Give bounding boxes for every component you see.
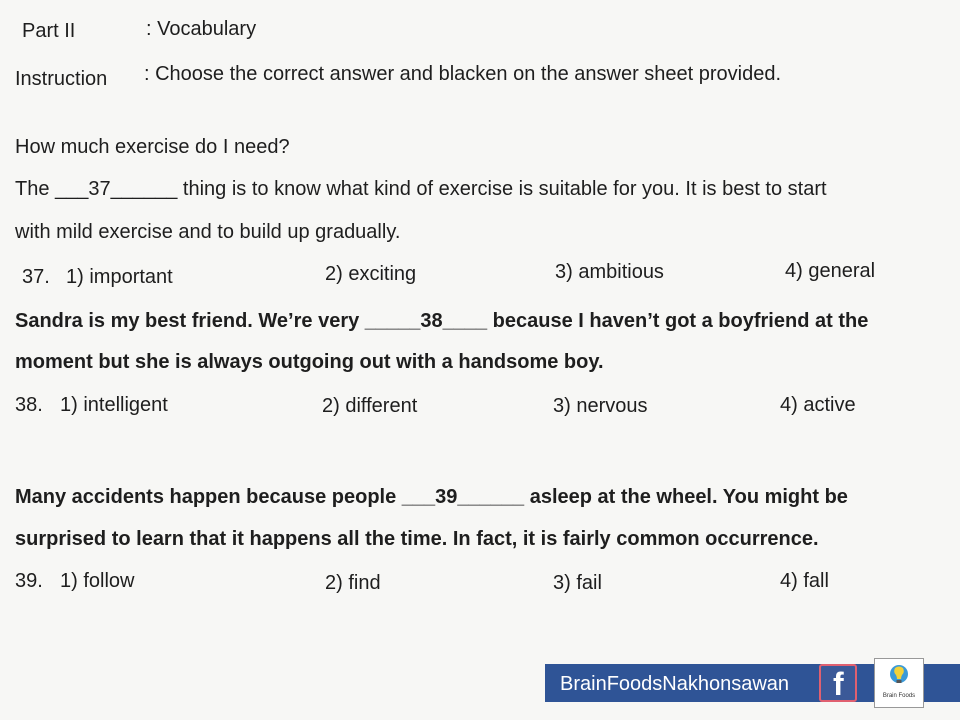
logo-caption: Brain Foods: [882, 693, 916, 699]
part-value: : Vocabulary: [146, 18, 257, 40]
lightbulb-icon: [875, 659, 923, 693]
q38-line-2: moment but she is always outgoing out with a handsome boy.: [15, 351, 604, 373]
q38-number: 38.: [15, 394, 43, 416]
q39-line-2: surprised to learn that it happens all the time. In fact, it is fairly common occurrence.: [15, 528, 819, 550]
q37-option-2: 2) exciting: [325, 263, 417, 285]
q37-option-4: 4) general: [785, 260, 876, 282]
q38-option-2: 2) different: [322, 395, 418, 417]
brain-foods-logo: [874, 658, 924, 708]
q37-option-1: 1) important: [66, 266, 173, 288]
q37-number: 37.: [22, 266, 50, 288]
facebook-glyph: f: [833, 666, 844, 702]
q37-option-3: 3) ambitious: [555, 261, 664, 283]
brand-name: BrainFoodsNakhonsawan: [560, 673, 790, 695]
q38-option-1: 1) intelligent: [60, 394, 168, 416]
q39-option-4: 4) fall: [780, 570, 829, 592]
q38-option-4: 4) active: [780, 394, 856, 416]
q39-number: 39.: [15, 570, 43, 592]
passage-title: How much exercise do I need?: [15, 136, 290, 158]
q38-option-3: 3) nervous: [553, 395, 648, 417]
facebook-icon[interactable]: [819, 664, 857, 702]
q38-line-1: Sandra is my best friend. We’re very _____38____ because I haven’t got a boyfriend at the: [15, 310, 869, 332]
q37-line-2: with mild exercise and to build up gradually.: [15, 221, 401, 243]
instruction-value: : Choose the correct answer and blacken on the answer sheet provided.: [144, 63, 782, 85]
q37-line-1: The ___37______ thing is to know what kind of exercise is suitable for you. It is best to start: [15, 178, 827, 200]
q39-option-2: 2) find: [325, 572, 381, 594]
q39-line-1: Many accidents happen because people ___39______ asleep at the wheel. You might be: [15, 486, 848, 508]
instruction-label: Instruction: [15, 68, 108, 90]
q39-option-1: 1) follow: [60, 570, 135, 592]
q39-option-3: 3) fail: [553, 572, 602, 594]
part-label: Part II: [22, 20, 76, 42]
